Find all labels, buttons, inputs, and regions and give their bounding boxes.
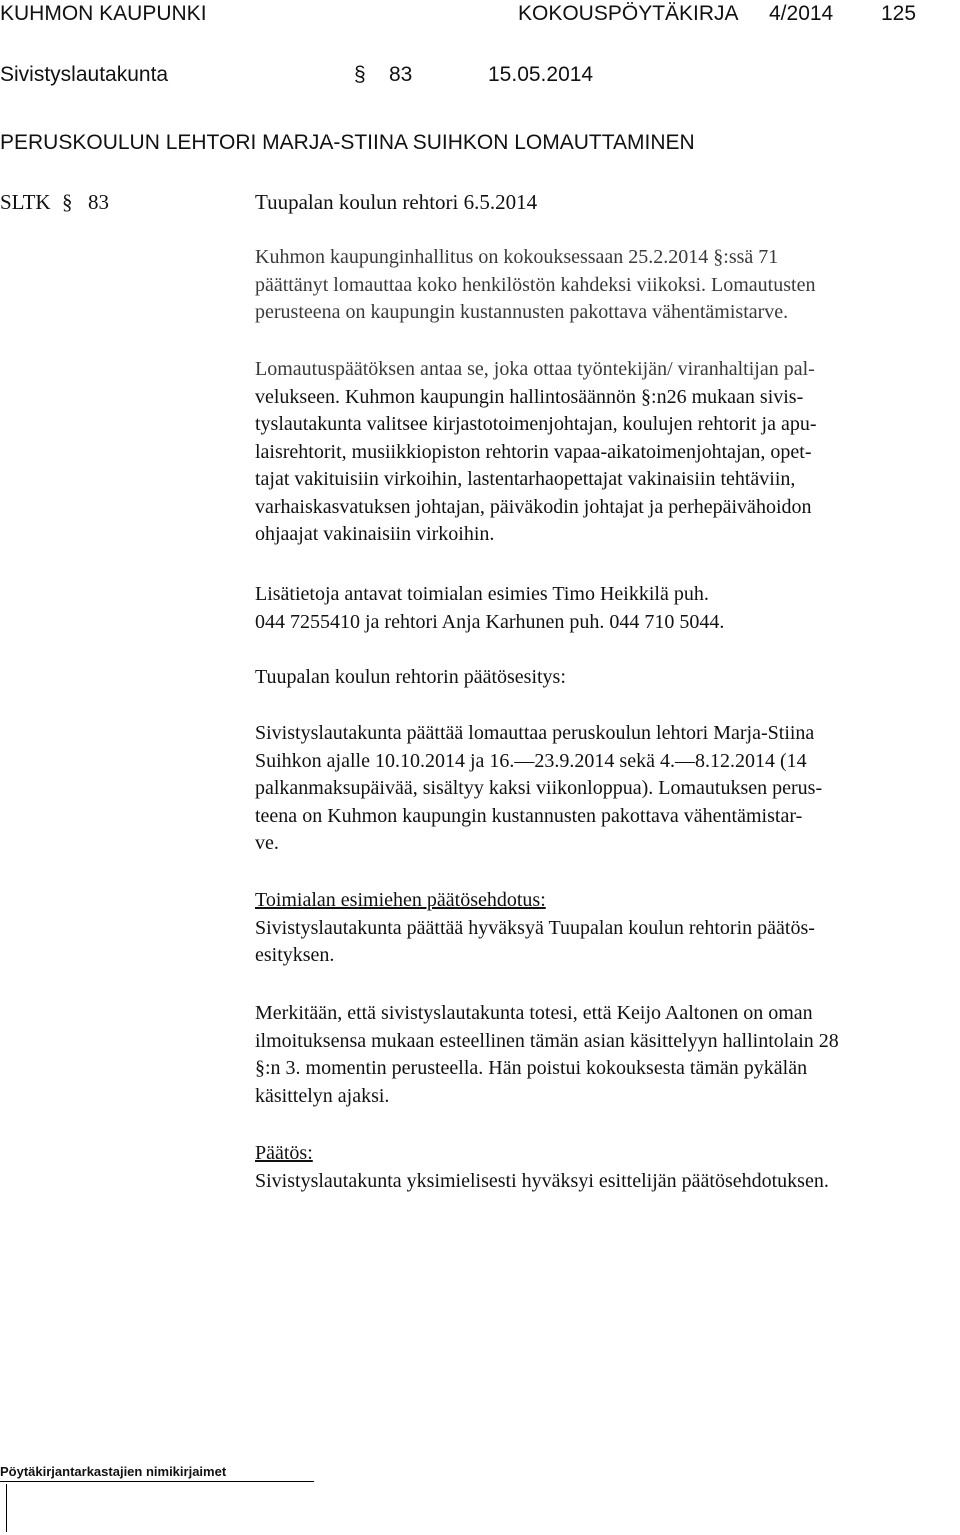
paragraph-authority [255, 356, 960, 549]
text-line: varhaiskasvatuksen johtajan, päiväkodin johtajat ja perhepäivähoidon [255, 495, 812, 518]
text-line: esityksen. [255, 944, 335, 966]
text-line: palkanmaksupäivää, sisältyy kaksi viikonloppua). Lomautuksen perus- [255, 777, 823, 799]
section-number: 83 [389, 63, 413, 86]
paragraph-proposal [255, 720, 960, 858]
section-symbol: § [354, 63, 366, 86]
text-line: käsittelyn ajaksi. [255, 1084, 390, 1107]
supervisor-proposal-heading: Toimialan esimiehen päätösehdotus: [255, 889, 546, 911]
ref-symbol: § [62, 190, 73, 214]
text-line: Suihkon ajalle 10.10.2014 ja 16.—23.9.2014 sekä 4.—8.12.2014 (14 [255, 749, 807, 772]
page-number: 125 [881, 2, 917, 25]
initials-label: Pöytäkirjantarkastajien nimikirjaimet [0, 1464, 227, 1479]
initials-box-edge [6, 1484, 7, 1532]
text-line: Merkitään, että sivistyslautakunta totesi, että Keijo Aaltonen on oman [255, 1002, 813, 1024]
text-line: ilmoituksensa mukaan esteellinen tämän asian käsittelyyn hallintolain 28 [255, 1029, 839, 1052]
text-line: perusteena on kaupungin kustannusten pakottava vähentämistarve. [255, 301, 789, 323]
ref-number: 83 [88, 190, 109, 214]
board-name: Sivistyslautakunta [0, 63, 169, 86]
paragraph-background [255, 244, 960, 327]
text-line: Lomautuspäätöksen antaa se, joka ottaa työntekijän/ viranhaltijan pal- [255, 358, 815, 380]
meeting-date: 15.05.2014 [488, 63, 594, 86]
text-line: 044 7255410 ja rehtori Anja Karhunen puh. 044 710 5044. [255, 610, 725, 633]
page-title: PERUSKOULUN LEHTORI MARJA-STIINA SUIHKON LOMAUTTAMINEN [0, 131, 695, 154]
text-line: Sivistyslautakunta yksimielisesti hyväksyi esittelijän päätösehdotuksen. [255, 1169, 829, 1192]
text-line: ve. [255, 832, 279, 854]
paragraph-disqualification [255, 1000, 960, 1110]
paragraph-decision [255, 1140, 960, 1195]
text-line: Sivistyslautakunta päättää hyväksyä Tuupalan koulun rehtorin päätös- [255, 916, 815, 939]
paragraph-contact [255, 581, 960, 636]
proposal-heading: Tuupalan koulun rehtorin päätösesitys: [255, 666, 566, 688]
text-line: tyslautakunta valitsee kirjastotoimenjohtajan, koulujen rehtorit ja apu- [255, 413, 817, 435]
text-line: ohjaajat vakinaisiin virkoihin. [255, 523, 495, 545]
text-line: päättänyt lomauttaa koko henkilöstön kahdeksi viikoksi. Lomautusten [255, 273, 816, 296]
ref-code: SLTK [0, 190, 51, 214]
text-line: tajat vakituisiin virkoihin, lastentarhaopettajat vakinaisiin tehtäviin, [255, 468, 796, 490]
proposal-heading-block [255, 664, 960, 692]
text-line: Sivistyslautakunta päättää lomauttaa peruskoulun lehtori Marja-Stiina [255, 722, 815, 744]
ref-source: Tuupalan koulun rehtori 6.5.2014 [255, 190, 538, 214]
text-line: velukseen. Kuhmon kaupungin hallintosäännön §:n26 mukaan sivis- [255, 385, 804, 408]
text-line: laisrehtorit, musiikkiopiston rehtorin vapaa-aikatoimenjohtajan, opet- [255, 440, 812, 463]
org-name: KUHMON KAUPUNKI [0, 2, 207, 25]
text-line: Kuhmon kaupunginhallitus on kokouksessaan 25.2.2014 §:ssä 71 [255, 246, 779, 268]
initials-line [0, 1481, 314, 1482]
paragraph-supervisor-proposal [255, 887, 960, 970]
doc-number: 4/2014 [769, 2, 834, 25]
decision-heading: Päätös: [255, 1142, 313, 1164]
text-line: §:n 3. momentin perusteella. Hän poistui kokouksesta tämän pykälän [255, 1057, 808, 1079]
text-line: Lisätietoja antavat toimialan esimies Timo Heikkilä puh. [255, 583, 709, 605]
text-line: teena on Kuhmon kaupungin kustannusten pakottava vähentämistar- [255, 804, 803, 827]
doc-type: KOKOUSPÖYTÄKIRJA [518, 2, 739, 25]
